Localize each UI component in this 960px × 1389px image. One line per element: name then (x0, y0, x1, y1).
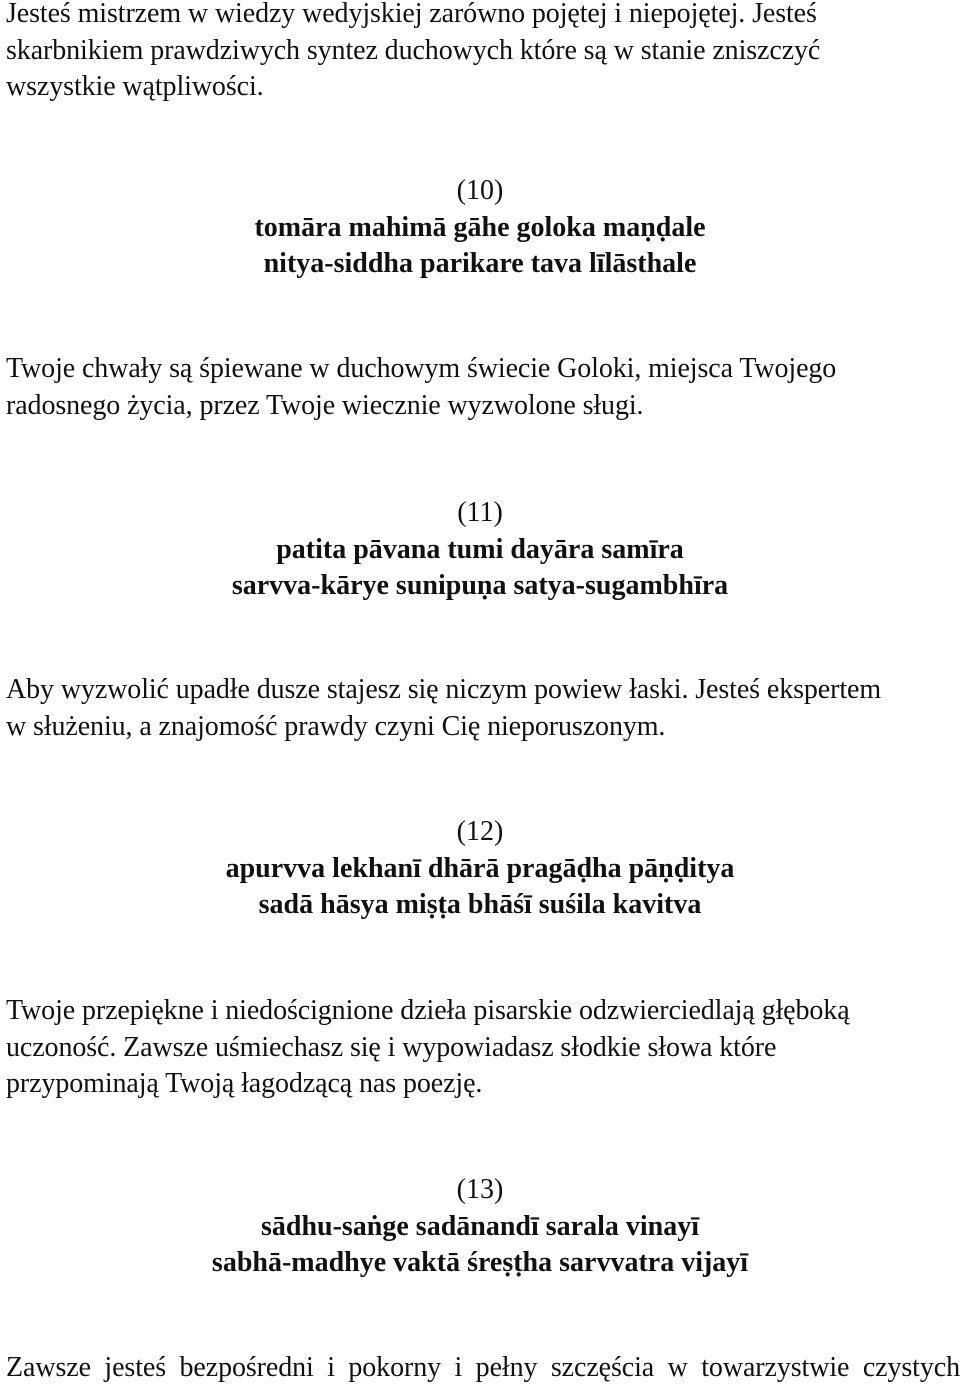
paragraph-line: skarbnikiem prawdziwych syntez duchowych które są w stanie zniszczyć (6, 34, 821, 66)
paragraph-translation-12 (6, 993, 960, 1103)
verse-number: (11) (457, 497, 503, 528)
paragraph-line: Jesteś mistrzem w wiedzy wedyjskiej zarówno pojętej i niepojętej. Jesteś (6, 0, 817, 29)
paragraph-intro (6, 0, 960, 106)
verse-11 (0, 495, 960, 605)
paragraph-translation-13 (6, 1350, 960, 1387)
verse-line: sadā hāsya miṣṭa bhāśī suśila kavitva (258, 889, 702, 920)
verse-line: patita pāvana tumi dayāra samīra (276, 533, 684, 565)
paragraph-line: w służeniu, a znajomość prawdy czyni Cię nieporuszonym. (6, 710, 666, 742)
verse-number: (12) (456, 816, 504, 847)
paragraph-line: Aby wyzwolić upadłe dusze stajesz się niczym powiew łaski. Jesteś ekspertem (6, 674, 882, 705)
paragraph-line: wszystkie wątpliwości. (6, 71, 264, 102)
paragraph-translation-11 (6, 672, 960, 745)
paragraph-line: radosnego życia, przez Twoje wiecznie wyzwolone sługi. (6, 389, 644, 421)
paragraph-line: uczoność. Zawsze uśmiechasz się i wypowiadasz słodkie słowa które (6, 1031, 777, 1063)
verse-10 (0, 173, 960, 283)
verse-line: tomāra mahimā gāhe goloka maṇḍale (254, 211, 706, 243)
verse-line: sādhu-saṅge sadānandī sarala vinayī (260, 1210, 700, 1242)
paragraph-translation-10 (6, 351, 960, 424)
verse-number: (10) (456, 175, 504, 206)
verse-line: sabhā-madhye vaktā śreṣṭha sarvvatra vijayī (211, 1247, 749, 1278)
paragraph-line: Zawsze jesteś bezpośredni i pokorny i pełny szczęścia w towarzystwie czystych (6, 1352, 960, 1383)
verse-line: nitya-siddha parikare tava līlāsthale (263, 248, 697, 279)
verse-line: sarvva-kārye sunipuṇa satya-sugambhīra (231, 570, 729, 601)
paragraph-line: Twoje przepiękne i niedoścignione dzieła pisarskie odzwierciedlają głęboką (6, 995, 850, 1026)
verse-13 (0, 1172, 960, 1282)
paragraph-line: Twoje chwały są śpiewane w duchowym świecie Goloki, miejsca Twojego (6, 353, 837, 384)
verse-number: (13) (456, 1174, 504, 1205)
verse-12 (0, 814, 960, 924)
paragraph-line: przypominają Twoją łagodzącą nas poezję. (6, 1068, 483, 1099)
verse-line: apurvva lekhanī dhārā pragāḍha pāṇḍitya (225, 852, 735, 884)
